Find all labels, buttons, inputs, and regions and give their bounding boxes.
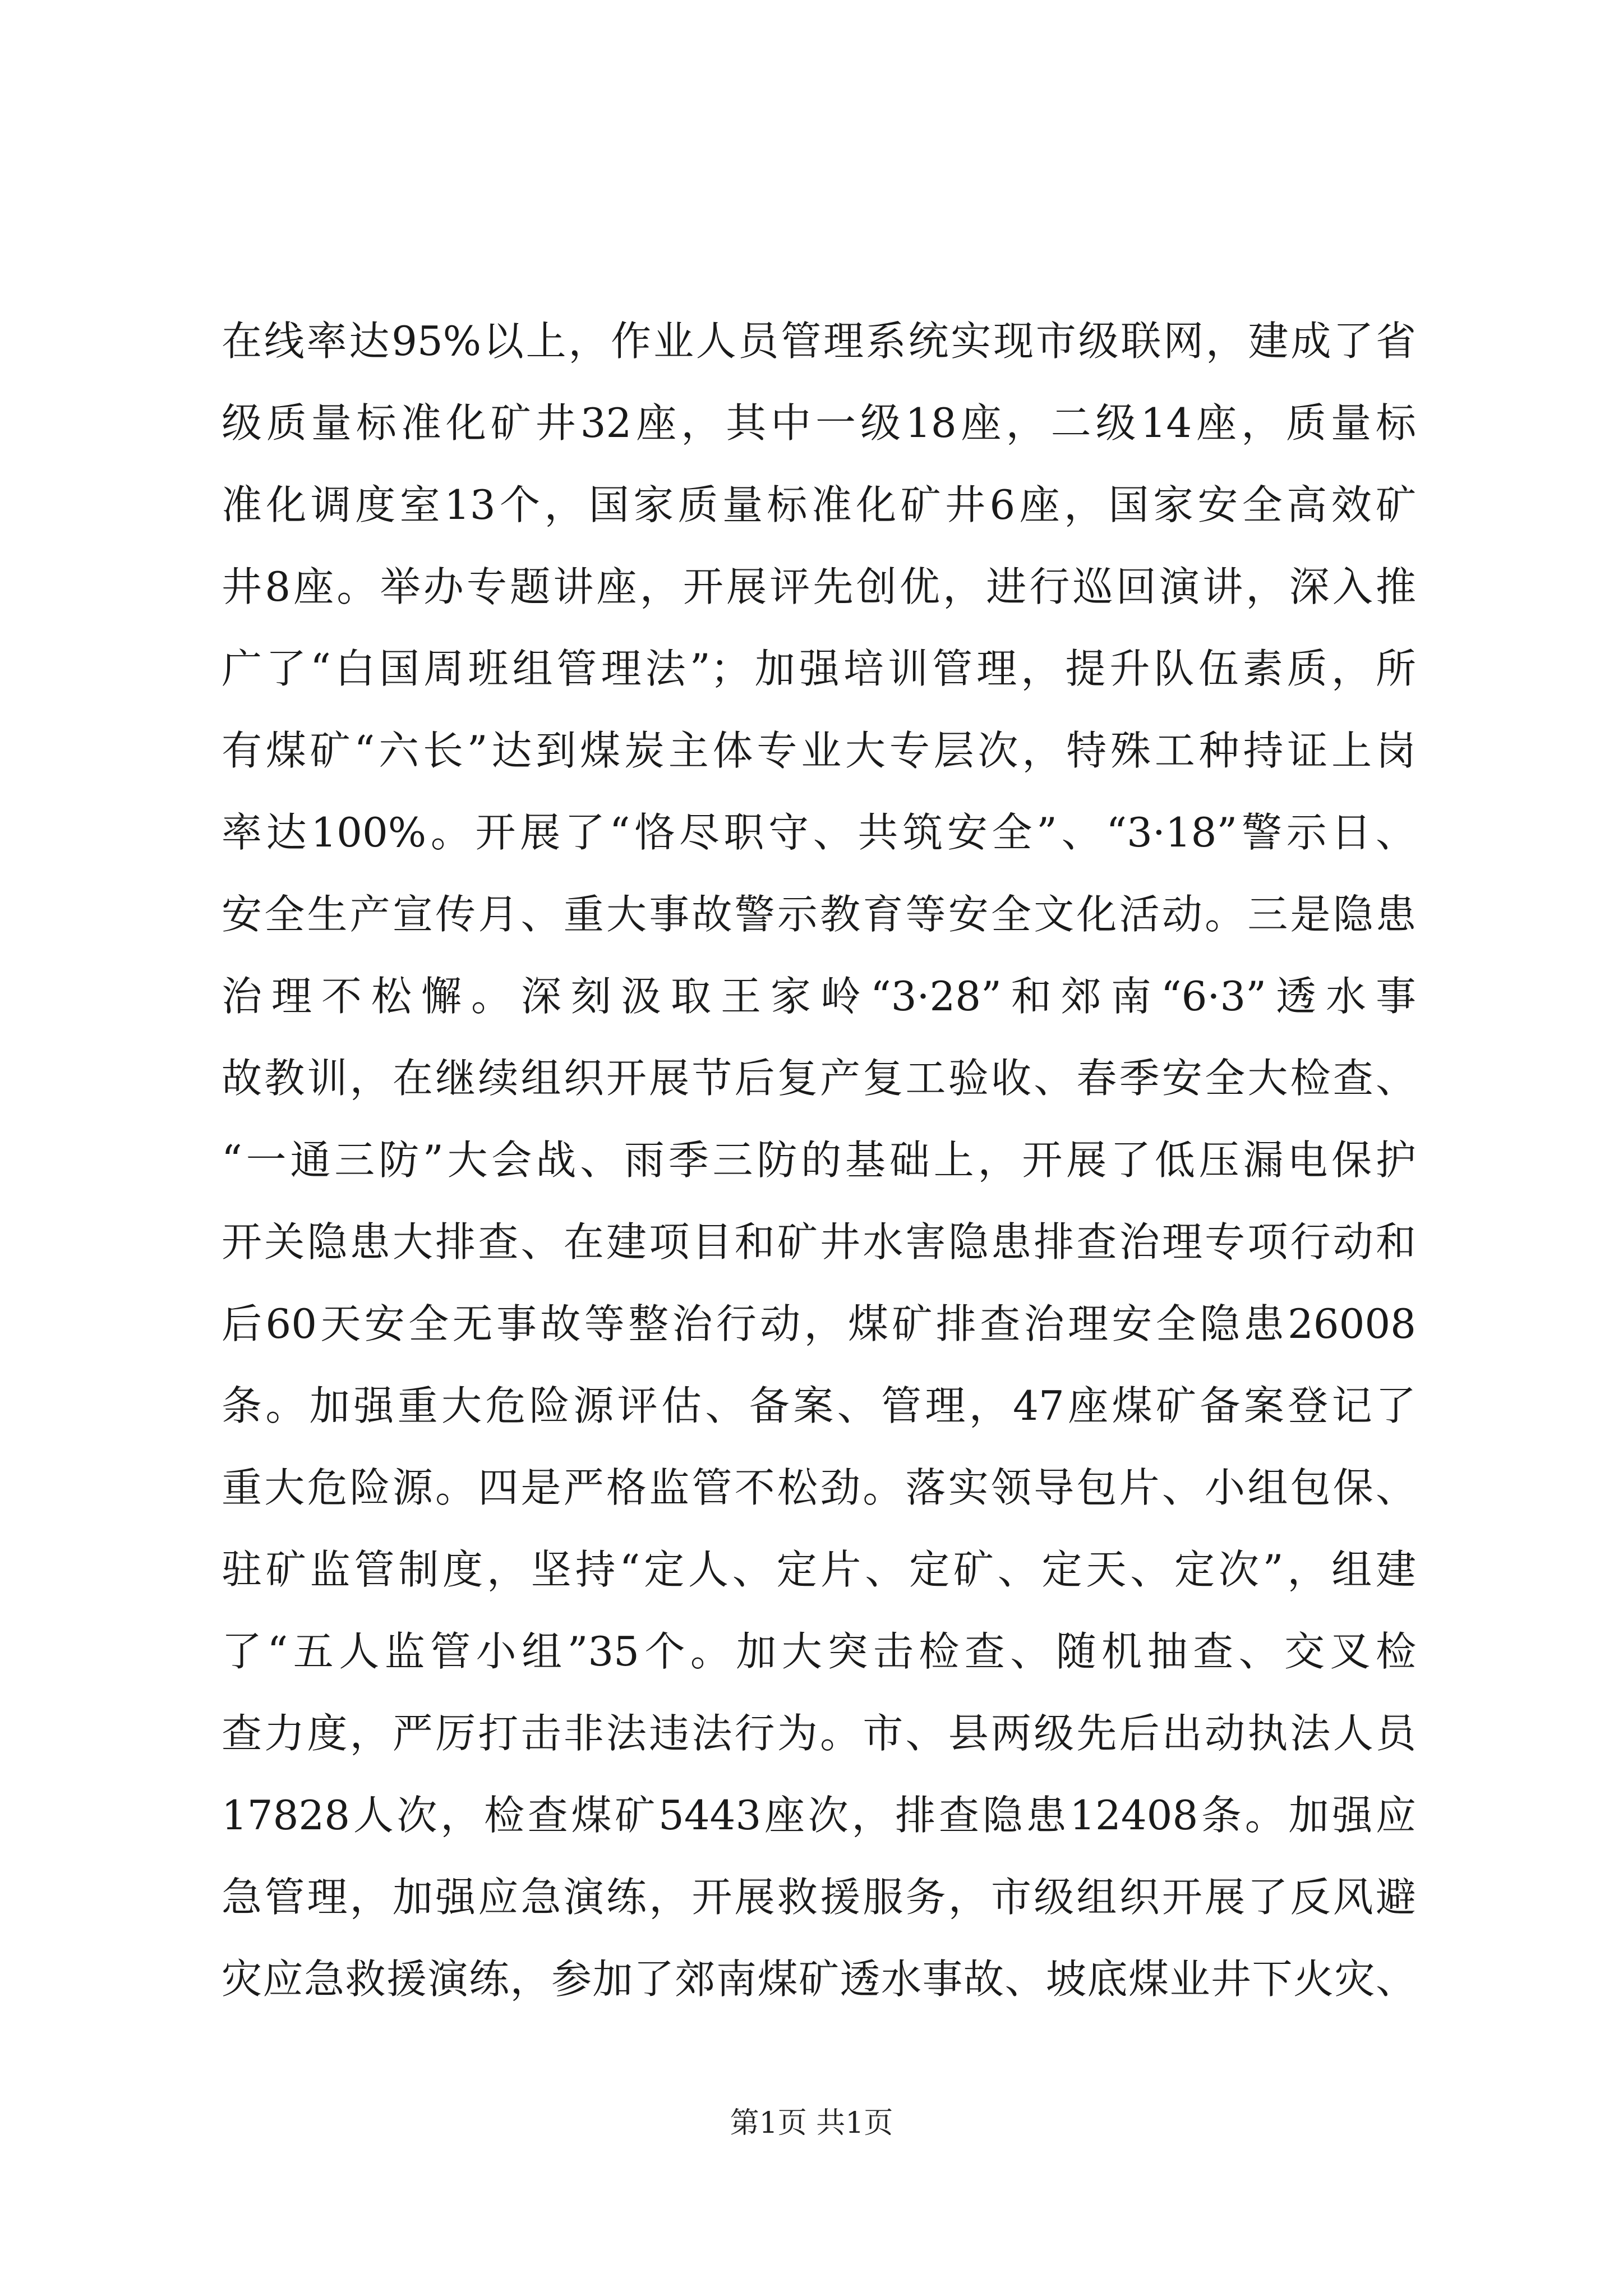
text-line: 率达100%。开展了“恪尽职守、共筑安全”、“3·18”警示日、 [222,809,1416,856]
text-line: 驻矿监管制度，坚持“定人、定片、定矿、定天、定次”，组建 [222,1546,1416,1593]
text-line: 查力度，严厉打击非法违法行为。市、县两级先后出动执法人员 [222,1710,1416,1757]
page-footer [0,2104,1623,2143]
text-line: 级质量标准化矿井32座，其中一级18座，二级14座，质量标 [222,399,1416,447]
text-line: 在线率达95%以上，作业人员管理系统实现市级联网，建成了省 [222,318,1416,365]
text-line: “一通三防”大会战、雨季三防的基础上，开展了低压漏电保护 [222,1137,1416,1184]
text-line: 安全生产宣传月、重大事故警示教育等安全文化活动。三是隐患 [222,891,1416,938]
text-line: 开关隐患大排查、在建项目和矿井水害隐患排查治理专项行动和 [222,1218,1416,1266]
text-line: 有煤矿“六长”达到煤炭主体专业大专层次，特殊工种持证上岗 [222,727,1416,774]
text-line: 后60天安全无事故等整治行动，煤矿排查治理安全隐患26008 [222,1300,1416,1347]
text-line: 条。加强重大危险源评估、备案、管理，47座煤矿备案登记了 [222,1382,1416,1429]
text-line: 灾应急救援演练，参加了郊南煤矿透水事故、坡底煤业井下火灾、 [222,1955,1416,2003]
text-line: 了“五人监管小组”35个。加大突击检查、随机抽查、交叉检 [222,1628,1416,1675]
body-text [222,300,1416,2020]
text-line: 准化调度室13个，国家质量标准化矿井6座，国家安全高效矿 [222,481,1416,528]
page-number: 第1页 共1页 [730,2106,893,2140]
text-line: 重大危险源。四是严格监管不松劲。落实领导包片、小组包保、 [222,1464,1416,1511]
text-line: 广了“白国周班组管理法”；加强培训管理，提升队伍素质，所 [222,645,1416,692]
text-line: 故教训，在继续组织开展节后复产复工验收、春季安全大检查、 [222,1055,1416,1102]
text-line: 治理不松懈。深刻汲取王家岭“3·28”和郊南“6·3”透水事 [222,973,1416,1020]
text-line: 17828人次，检查煤矿5443座次，排查隐患12408条。加强应 [222,1792,1416,1839]
text-line: 急管理，加强应急演练，开展救援服务，市级组织开展了反风避 [222,1874,1416,1921]
text-line: 井8座。举办专题讲座，开展评先创优，进行巡回演讲，深入推 [222,563,1416,610]
